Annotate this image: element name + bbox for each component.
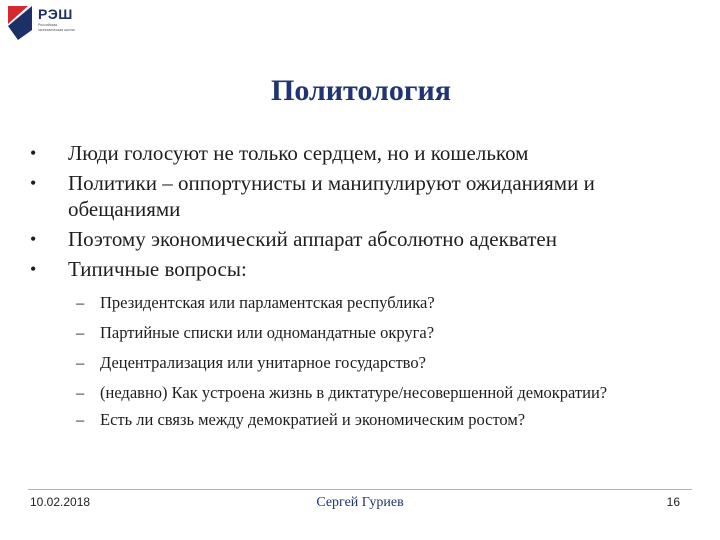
bullet-text: Типичные вопросы: (68, 257, 247, 281)
dash-marker: – (76, 383, 85, 402)
dash-marker: – (76, 353, 85, 372)
sub-bullet-text: Президентская или парламентская республика? (100, 293, 435, 312)
sub-bullet-item (76, 353, 636, 372)
sub-bullet-item (76, 323, 636, 342)
bullet-text: Политики – оппортунисты и манипулируют ожиданиями и обещаниями (68, 171, 595, 221)
footer-date: 10.02.2018 (30, 495, 91, 509)
bullet-text: Люди голосуют не только сердцем, но и кошельком (68, 141, 529, 165)
sub-bullet-text: (недавно) Как устроена жизнь в диктатуре/несовершенной демократии? (100, 383, 608, 402)
sub-bullet-text: Децентрализация или унитарное государство? (100, 353, 426, 372)
dash-marker: – (76, 293, 85, 312)
bullet-marker: • (30, 229, 37, 249)
bullet-marker: • (30, 143, 37, 163)
bullet-item (28, 256, 698, 282)
bullet-item (28, 170, 698, 222)
sub-bullet-text: Есть ли связь между демократией и экономическим ростом? (100, 410, 526, 429)
resh-logo (6, 4, 78, 48)
page-number: 16 (666, 495, 680, 509)
logo-subtitle: Российская экономическая школа (38, 23, 75, 32)
bullet-marker: • (30, 173, 37, 193)
bullet-item (28, 140, 698, 166)
sub-bullet-item (76, 383, 636, 402)
logo-name: РЭШ (38, 6, 73, 22)
slide-title: Политология (271, 74, 451, 107)
dash-marker: – (76, 323, 85, 342)
dash-marker: – (76, 410, 85, 429)
sub-bullet-item (76, 410, 636, 429)
footer-divider (28, 489, 692, 490)
sub-bullet-list (76, 293, 636, 440)
bullet-text: Поэтому экономический аппарат абсолютно адекватен (68, 227, 557, 251)
resh-logo-icon (6, 4, 36, 40)
bullet-item (28, 226, 698, 252)
sub-bullet-text: Партийные списки или одномандатные округа? (100, 323, 435, 342)
footer-author: Сергей Гуриев (316, 495, 404, 510)
bullet-marker: • (30, 259, 37, 279)
sub-bullet-item (76, 293, 636, 312)
main-bullet-list (28, 140, 698, 286)
